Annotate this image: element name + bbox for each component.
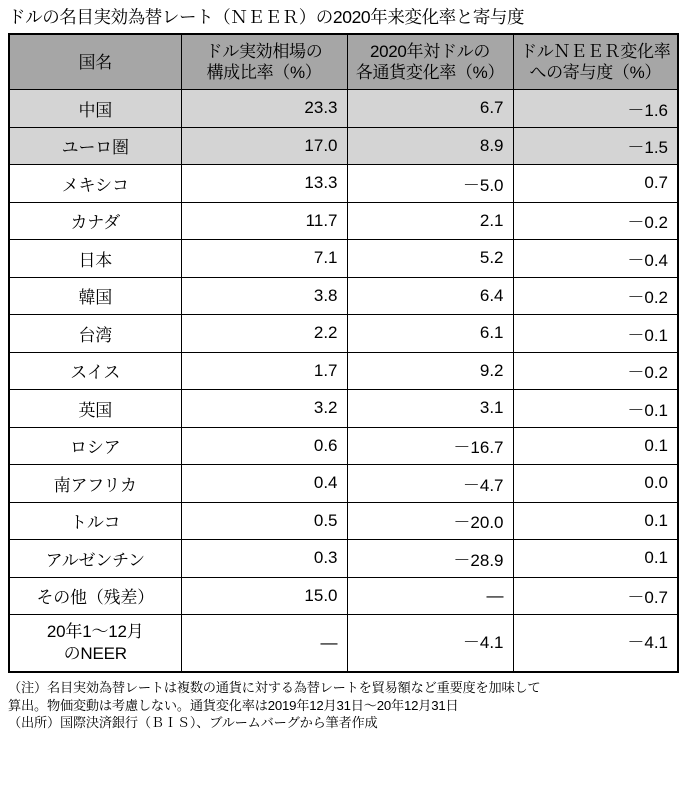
table-row	[9, 540, 678, 578]
column-header-weight-line1: ドル実効相場の	[205, 42, 323, 61]
table-row	[9, 240, 678, 278]
data-table	[8, 33, 679, 673]
cell-country: 韓国	[9, 277, 181, 315]
note-line-1: （注）名目実効為替レートは複数の通貨に対する為替レートを貿易額など重要度を加味して	[8, 680, 541, 695]
cell-change: —	[347, 577, 513, 615]
table-body	[9, 90, 678, 673]
cell-country: 日本	[9, 240, 181, 278]
cell-weight: 3.8	[181, 277, 347, 315]
cell-contribution: －0.7	[513, 577, 678, 615]
cell-weight: 0.3	[181, 540, 347, 578]
table-row	[9, 202, 678, 240]
cell-change: 3.1	[347, 390, 513, 428]
column-header-contribution-line2: への寄与度（%）	[529, 63, 662, 82]
cell-weight: 1.7	[181, 352, 347, 390]
cell-change: 8.9	[347, 127, 513, 165]
column-header-weight	[181, 34, 347, 90]
cell-country: トルコ	[9, 502, 181, 540]
cell-weight: 2.2	[181, 315, 347, 353]
cell-change: 5.2	[347, 240, 513, 278]
source-line: （出所）国際決済銀行（ＢＩＳ）、ブルームバーグから筆者作成	[8, 715, 378, 730]
cell-country: カナダ	[9, 202, 181, 240]
cell-change: 6.4	[347, 277, 513, 315]
column-header-country	[9, 34, 181, 90]
cell-change: 6.1	[347, 315, 513, 353]
cell-change: －4.7	[347, 465, 513, 503]
cell-contribution: －0.1	[513, 390, 678, 428]
table-row	[9, 90, 678, 128]
cell-country: ユーロ圏	[9, 127, 181, 165]
cell-country-total-line2: のNEER	[63, 644, 127, 663]
page-title: ドルの名目実効為替レート（ＮＥＥＲ）の2020年来変化率と寄与度	[8, 7, 525, 27]
cell-weight: 0.6	[181, 427, 347, 465]
cell-weight: 3.2	[181, 390, 347, 428]
column-header-contribution-line1: ドルＮＥＥＲ変化率	[520, 42, 671, 61]
table-total-row	[9, 615, 678, 673]
cell-weight: 23.3	[181, 90, 347, 128]
cell-contribution: 0.0	[513, 465, 678, 503]
cell-contribution: 0.1	[513, 427, 678, 465]
table-row	[9, 390, 678, 428]
column-header-change-line1: 2020年対ドルの	[369, 42, 491, 61]
cell-country-total-line1: 20年1〜12月	[46, 622, 144, 641]
cell-weight: 11.7	[181, 202, 347, 240]
footnotes	[8, 679, 677, 732]
cell-country: 英国	[9, 390, 181, 428]
cell-country-total	[9, 615, 181, 673]
cell-weight-total: —	[181, 615, 347, 673]
note-line-2: 算出。物価変動は考慮しない。通貨変化率は2019年12月31日〜20年12月31日	[8, 697, 459, 713]
cell-contribution: －1.6	[513, 90, 678, 128]
cell-country: メキシコ	[9, 165, 181, 203]
table-row	[9, 165, 678, 203]
cell-weight: 7.1	[181, 240, 347, 278]
cell-change: 2.1	[347, 202, 513, 240]
cell-weight: 0.4	[181, 465, 347, 503]
table-row	[9, 277, 678, 315]
column-header-weight-line2: 構成比率（%）	[206, 63, 322, 82]
cell-country: 台湾	[9, 315, 181, 353]
cell-country: ロシア	[9, 427, 181, 465]
cell-contribution: －0.2	[513, 277, 678, 315]
cell-weight: 0.5	[181, 502, 347, 540]
cell-country: その他（残差）	[9, 577, 181, 615]
cell-country: アルゼンチン	[9, 540, 181, 578]
cell-weight: 15.0	[181, 577, 347, 615]
cell-change: －16.7	[347, 427, 513, 465]
column-header-change-line2: 各通貨変化率（%）	[355, 63, 505, 82]
cell-contribution: －0.2	[513, 352, 678, 390]
cell-country: 南アフリカ	[9, 465, 181, 503]
table-row	[9, 577, 678, 615]
table-row	[9, 352, 678, 390]
cell-weight: 13.3	[181, 165, 347, 203]
cell-country: スイス	[9, 352, 181, 390]
cell-contribution-total: －4.1	[513, 615, 678, 673]
table-row	[9, 427, 678, 465]
cell-country: 中国	[9, 90, 181, 128]
table-row	[9, 315, 678, 353]
cell-contribution: －1.5	[513, 127, 678, 165]
table-header	[9, 34, 678, 90]
cell-contribution: 0.1	[513, 540, 678, 578]
table-row	[9, 465, 678, 503]
cell-change: －5.0	[347, 165, 513, 203]
cell-change-total: －4.1	[347, 615, 513, 673]
column-header-change	[347, 34, 513, 90]
cell-contribution: －0.4	[513, 240, 678, 278]
column-header-contribution	[513, 34, 678, 90]
cell-change: －20.0	[347, 502, 513, 540]
cell-weight: 17.0	[181, 127, 347, 165]
cell-change: －28.9	[347, 540, 513, 578]
table-row	[9, 127, 678, 165]
cell-change: 9.2	[347, 352, 513, 390]
table-row	[9, 502, 678, 540]
cell-contribution: 0.7	[513, 165, 678, 203]
cell-contribution: －0.2	[513, 202, 678, 240]
cell-contribution: －0.1	[513, 315, 678, 353]
column-header-country-line1: 国名	[78, 52, 112, 72]
cell-contribution: 0.1	[513, 502, 678, 540]
table-header-row	[9, 34, 678, 90]
cell-change: 6.7	[347, 90, 513, 128]
